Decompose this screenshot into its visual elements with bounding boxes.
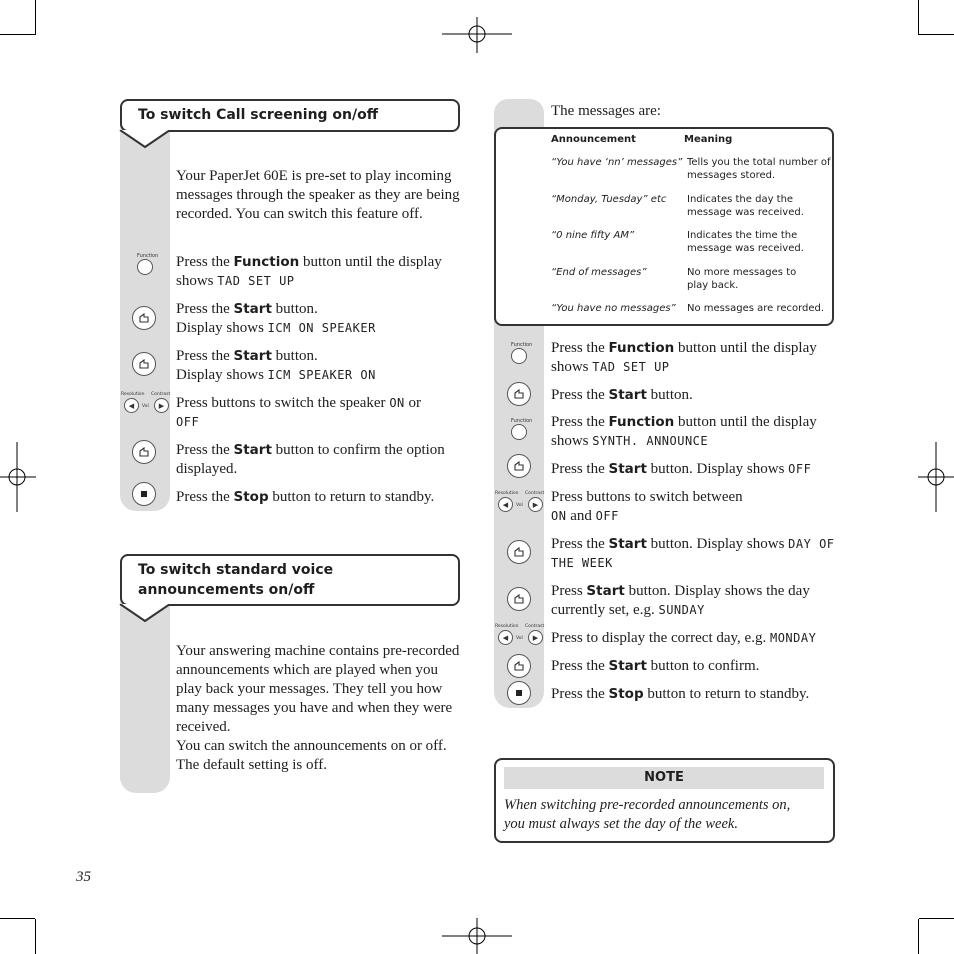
- left-step-1: Press the Function button until the display shows TAD SET UP: [176, 254, 442, 289]
- section-heading-call-screening: [120, 99, 460, 132]
- right-arrow-icon: ▶: [154, 398, 169, 413]
- table-cell-announcement: “You have no messages”: [551, 303, 676, 314]
- right-step-8: Press to display the correct day, e.g. MONDAY: [551, 630, 817, 646]
- table-cell-meaning: Tells you the total number of messages stored.: [687, 157, 831, 181]
- left-step-4: Press buttons to switch the speaker ON or OFF: [176, 395, 422, 429]
- heading-pointer: [118, 604, 174, 624]
- start-button-icon: [132, 440, 156, 464]
- stop-button-icon: [132, 482, 156, 506]
- registration-mark: [442, 0, 512, 70]
- registration-mark: [442, 918, 512, 954]
- right-step-5: Press buttons to switch between ON and OFF: [551, 489, 743, 524]
- right-arrow-icon: ▶: [528, 630, 543, 645]
- table-header-meaning: Meaning: [684, 134, 733, 145]
- left-arrow-icon: ◀: [124, 398, 139, 413]
- right-step-9: Press the Start button to confirm.: [551, 658, 760, 674]
- table-cell-announcement: “You have ‘nn’ messages”: [551, 157, 683, 168]
- registration-mark: [0, 442, 36, 512]
- section1-intro: Your PaperJet 60E is pre-set to play incoming messages through the speaker as they are being recorded. You can switch this feature off.: [176, 168, 460, 222]
- section2-intro: Your answering machine contains pre-recorded announcements which are played when you play back your messages. They tell you how many messages you have and when they were received. You can switch the announcements on or off. The default setting is off.: [176, 643, 460, 773]
- resolution-label: Resolution: [495, 624, 519, 629]
- start-button-icon: [132, 306, 156, 330]
- note-text: When switching pre-recorded announcements on, you must always set the day of the week.: [504, 797, 791, 832]
- right-step-1: Press the Function button until the display shows TAD SET UP: [551, 340, 817, 375]
- right-icon-band: [494, 318, 544, 708]
- function-button-icon: [137, 259, 153, 275]
- messages-intro: The messages are:: [551, 103, 661, 119]
- crop-mark: [918, 0, 919, 35]
- right-step-10: Press the Stop button to return to standby.: [551, 686, 810, 702]
- left-step-3: Press the Start button. Display shows ICM SPEAKER ON: [176, 348, 376, 383]
- vol-label: Vol: [142, 404, 149, 409]
- right-step-6: Press the Start button. Display shows DAY OF THE WEEK: [551, 536, 835, 570]
- function-button-icon: [511, 424, 527, 440]
- right-step-2: Press the Start button.: [551, 387, 693, 403]
- function-label: Function: [137, 253, 159, 259]
- start-button-icon: [132, 352, 156, 376]
- crop-mark: [918, 919, 919, 954]
- left-arrow-icon: ◀: [498, 497, 513, 512]
- table-header-announcement: Announcement: [551, 134, 636, 145]
- section-heading-text: To switch Call screening on/off: [138, 107, 379, 123]
- crop-mark: [35, 0, 36, 35]
- start-button-icon: [507, 382, 531, 406]
- left-arrow-icon: ◀: [498, 630, 513, 645]
- function-label: Function: [511, 418, 533, 424]
- registration-mark: [918, 442, 954, 512]
- table-cell-meaning: No messages are recorded.: [687, 303, 825, 314]
- start-button-icon: [507, 454, 531, 478]
- heading-pointer: [118, 130, 174, 150]
- table-cell-meaning: Indicates the day the message was received.: [687, 194, 804, 218]
- start-button-icon: [507, 654, 531, 678]
- page-number: 35: [76, 869, 91, 885]
- left-step-6: Press the Stop button to return to standby.: [176, 489, 435, 505]
- crop-mark: [919, 918, 954, 919]
- table-cell-announcement: “End of messages”: [551, 267, 647, 278]
- table-cell-announcement: “0 nine fifty AM”: [551, 230, 635, 241]
- resolution-label: Resolution: [121, 392, 145, 397]
- left-step-5: Press the Start button to confirm the option displayed.: [176, 442, 445, 477]
- crop-mark: [919, 34, 954, 35]
- contrast-label: Contrast: [525, 491, 545, 496]
- vol-label: Vol: [516, 503, 523, 508]
- crop-mark: [35, 919, 36, 954]
- stop-button-icon: [507, 681, 531, 705]
- table-cell-announcement: “Monday, Tuesday” etc: [551, 194, 667, 205]
- right-step-7: Press Start button. Display shows the day currently set, e.g. SUNDAY: [551, 583, 810, 618]
- right-step-4: Press the Start button. Display shows OFF: [551, 461, 812, 477]
- start-button-icon: [507, 540, 531, 564]
- function-label: Function: [511, 342, 533, 348]
- right-step-3: Press the Function button until the display shows SYNTH. ANNOUNCE: [551, 414, 817, 449]
- function-button-icon: [511, 348, 527, 364]
- contrast-label: Contrast: [151, 392, 171, 397]
- crop-mark: [0, 918, 35, 919]
- note-title: NOTE: [504, 767, 824, 789]
- contrast-label: Contrast: [525, 624, 545, 629]
- left-step-2: Press the Start button. Display shows ICM ON SPEAKER: [176, 301, 376, 336]
- resolution-label: Resolution: [495, 491, 519, 496]
- table-cell-meaning: No more messages to play back.: [687, 267, 797, 291]
- crop-mark: [0, 34, 35, 35]
- right-arrow-icon: ▶: [528, 497, 543, 512]
- vol-label: Vol: [516, 636, 523, 641]
- start-button-icon: [507, 587, 531, 611]
- table-cell-meaning: Indicates the time the message was received.: [687, 230, 804, 254]
- section-heading-voice-announcements: To switch standard voice announcements on/off: [120, 554, 460, 606]
